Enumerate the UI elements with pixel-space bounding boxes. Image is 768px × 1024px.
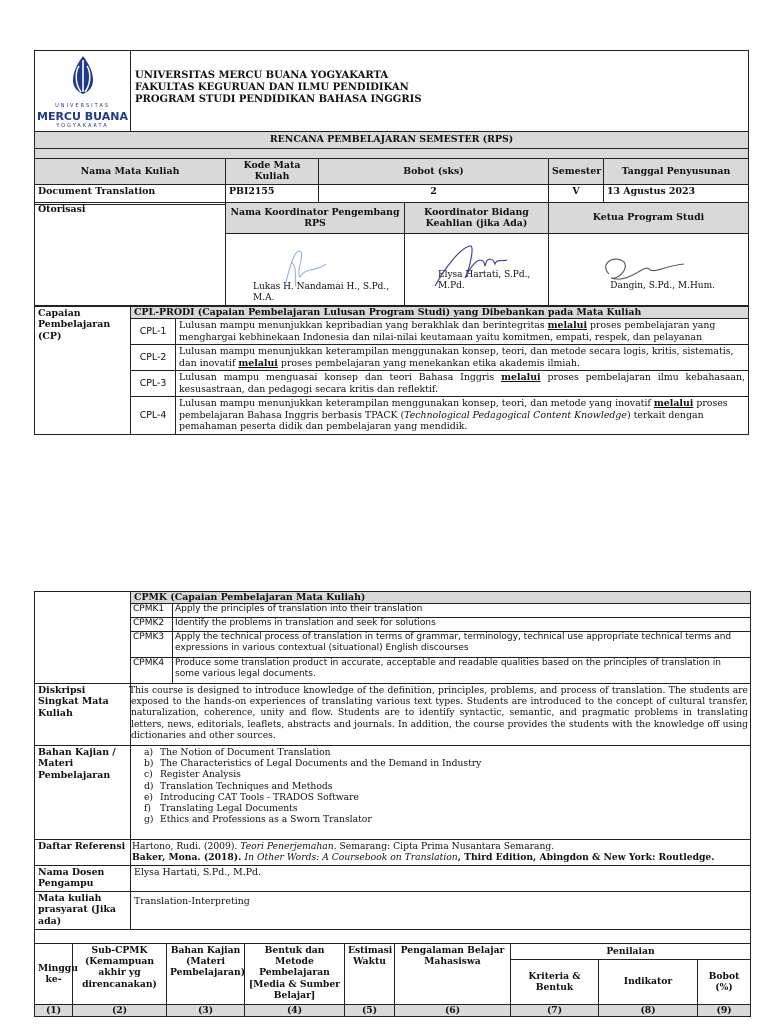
col-pengalaman: Pengalaman Belajar Mahasiswa [395, 944, 511, 1005]
signer-2-name: Elysa Hartati, S.Pd., M.Pd. [438, 270, 531, 292]
col-bahan: Bahan Kajian (Materi Pembelajaran) [167, 944, 245, 1005]
col-minggu: Minggu ke- [35, 944, 73, 1005]
otorisasi-col-bidang: Koordinator Bidang Keahlian (jika Ada) [405, 203, 549, 234]
header-kode-mk: Kode Mata Kuliah [226, 159, 319, 185]
bahan-item: d) Translation Techniques and Methods [144, 780, 333, 792]
otorisasi-table [34, 202, 749, 306]
cpl-3-text: Lulusan mampu menguasai konsep dan teori Bahasa Inggris melalui proses pembelajaran ilmu kebahasaan, kesusastraan, dan pedagogi secara kritis dan reflektif. [176, 371, 749, 397]
col-kriteria: Kriteria & Bentuk [511, 960, 599, 1005]
signer-3-name: Dangin, S.Pd., M.Hum. [610, 281, 715, 292]
col-num-6: (6) [395, 1005, 511, 1017]
referensi-1: Hartono, Rudi. (2009). Teori Penerjemahan. Semarang: Cipta Prima Nusantara Semarang. [132, 841, 555, 852]
bahan-item: g) Ethics and Professions as a Sworn Translator [144, 814, 372, 826]
logo-cell [35, 50, 131, 132]
otorisasi-col-kaprodi: Ketua Program Studi [549, 203, 749, 234]
referensi-2: Baker, Mona. (2018). In Other Words: A Coursebook on Translation, Third Edition, Abingdon & New York: Routledge. [132, 852, 715, 864]
bahan-item: c) Register Analysis [144, 769, 241, 781]
signature-cell-3 [549, 234, 749, 306]
institution-line-1: UNIVERSITAS MERCU BUANA YOGYAKARTA [135, 70, 389, 81]
bahan-label: Bahan Kajian / Materi Pembelajaran [35, 746, 131, 840]
cpl-4-text: Lulusan mampu menunjukkan keterampilan menggunakan konsep, teori, dan metode yang inovatif melalui proses pembelajaran Bahasa Inggris berbasis TPACK (Technological Pedagogical Content Knowledge) terkait dengan pemahaman peserta didik dan pembelajaran yang mendidik. [176, 397, 749, 435]
bahan-items [134, 747, 747, 826]
detail-table [34, 683, 751, 944]
dosen-value: Elysa Hartati, S.Pd., M.Pd. [131, 866, 751, 892]
cpl-4-code: CPL-4 [131, 397, 176, 435]
bahan-item: a) The Notion of Document Translation [144, 747, 331, 758]
referensi-text [131, 840, 751, 866]
cpmk-blank-label [35, 592, 131, 684]
logo-name: MERCU BUANA [37, 109, 128, 123]
col-num-9: (9) [698, 1005, 751, 1017]
bahan-item: e) Introducing CAT Tools - TRADOS Software [144, 791, 359, 803]
col-num-8: (8) [599, 1005, 698, 1017]
cpmk-title: CPMK (Capaian Pembelajaran Mata Kuliah) [131, 592, 751, 604]
value-kode-mk: PBI2155 [226, 184, 319, 204]
cpl-prodi-title: CPL-PRODI (Capaian Pembelajaran Lulusan Program Studi) yang Dibebankan pada Mata Kuliah [131, 307, 749, 319]
value-semester: V [549, 184, 604, 204]
dosen-label: Nama Dosen Pengampu [35, 866, 131, 892]
col-estimasi: Estimasi Waktu [345, 944, 395, 1005]
bahan-item: f) Translating Legal Documents [144, 803, 298, 815]
col-num-7: (7) [511, 1005, 599, 1017]
signature-cell-2 [405, 234, 549, 306]
header-nama-mk: Nama Mata Kuliah [35, 159, 226, 185]
cpl-2-text: Lulusan mampu menunjukkan keterampilan menggunakan konsep, teori, dan metode secara logis, kritis, sistematis, dan inovatif melalui proses pembelajaran yang menekankan etika akademis ilmiah. [176, 345, 749, 371]
header-table [34, 50, 749, 165]
cp-label: Capaian Pembelajaran (CP) [35, 307, 131, 435]
col-bentuk: Bentuk dan Metode Pembelajaran [Media & Sumber Belajar] [245, 944, 345, 1005]
col-num-5: (5) [345, 1005, 395, 1017]
col-penilaian: Penilaian [511, 944, 751, 960]
blank-row [35, 930, 751, 944]
institution-line-3: PROGRAM STUDI PENDIDIKAN BAHASA INGGRIS [135, 94, 422, 106]
signer-1-name: Lukas H. Nandamai H., S.Pd., M.A. [253, 282, 390, 304]
institution-line-2: FAKULTAS KEGURUAN DAN ILMU PENDIDIKAN [135, 82, 409, 94]
value-tanggal: 13 Agustus 2023 [604, 184, 749, 204]
col-bobot: Bobot (%) [698, 960, 751, 1005]
logo-sub: YOGYAKARTA [56, 122, 109, 129]
cpmk-3-text: Apply the technical process of translation in terms of grammar, terminology, technical use appropriate technical terms and expressions in various contextual (situational) English discourses [173, 632, 751, 658]
deskripsi-text: This course is designed to introduce knowledge of the definition, principles, problems, and process of translation. The students are exposed to the hands-on experiences of translating various text types. Students are introduced to the concept of cultural transfer, naturalization, coherence, unity and flow. Students are to identify syntactic, semantic, and pragmatic problems in translating letters, news, editorials, leaflets, abstracts and journals. In addition, the course provides the students with the knowledge off using dictionaries and other sources. [131, 684, 751, 746]
col-num-2: (2) [73, 1005, 167, 1017]
bahan-item: b) The Characteristics of Legal Documents and the Demand in Industry [144, 758, 482, 770]
bahan-list [131, 746, 751, 840]
signature-1 [256, 242, 346, 292]
header-tanggal: Tanggal Penyusunan [604, 159, 749, 185]
cpmk-table [34, 591, 751, 684]
cp-table [34, 306, 749, 435]
col-num-1: (1) [35, 1005, 73, 1017]
rps-title: RENCANA PEMBELAJARAN SEMESTER (RPS) [35, 132, 749, 149]
logo-text-top: UNIVERSITAS [55, 103, 110, 110]
otorisasi-label: Otorisasi [35, 203, 226, 306]
referensi-label: Daftar Referensi [35, 840, 131, 866]
cpmk-2-code: CPMK2 [131, 618, 173, 632]
col-subcpmk: Sub-CPMK (Kemampuan akhir yg direncanakan) [73, 944, 167, 1005]
prasyarat-value: Translation-Interpreting [131, 892, 751, 930]
cpmk-1-code: CPMK1 [131, 604, 173, 618]
cpl-1-text: Lulusan mampu menunjukkan kepribadian yang berakhlak dan berintegritas melalui proses pembelajaran yang menghargai kebhinekaan Indonesia dan nilai-nilai keutamaan yaitu komitmen, empati, respek, dan pelayanan [176, 319, 749, 345]
header-semester: Semester [549, 159, 604, 185]
cpmk-4-code: CPMK4 [131, 658, 173, 684]
signature-cell-1 [226, 234, 405, 306]
col-num-3: (3) [167, 1005, 245, 1017]
otorisasi-col-koordinator: Nama Koordinator Pengembang RPS [226, 203, 405, 234]
header-bobot: Bobot (sks) [319, 159, 549, 185]
deskripsi-label: Diskripsi Singkat Mata Kuliah [35, 684, 131, 746]
cpmk-2-text: Identify the problems in translation and seek for solutions [173, 618, 751, 632]
cpmk-1-text: Apply the principles of translation into their translation [173, 604, 751, 618]
course-table [34, 158, 749, 205]
value-nama-mk: Document Translation [35, 184, 226, 204]
cpmk-4-text: Produce some translation product in accurate, acceptable and readable qualities based on the principles of translation in some various legal documents. [173, 658, 751, 684]
schedule-header-table [34, 943, 751, 1017]
prasyarat-label: Mata kuliah prasyarat (Jika ada) [35, 892, 131, 930]
institution-cell [131, 50, 749, 132]
cpl-1-code: CPL-1 [131, 319, 176, 345]
value-bobot: 2 [319, 184, 549, 204]
cpl-3-code: CPL-3 [131, 371, 176, 397]
signature-3 [589, 244, 699, 294]
col-num-4: (4) [245, 1005, 345, 1017]
signature-2 [425, 238, 525, 293]
cpl-2-code: CPL-2 [131, 345, 176, 371]
col-indikator: Indikator [599, 960, 698, 1005]
cpmk-3-code: CPMK3 [131, 632, 173, 658]
